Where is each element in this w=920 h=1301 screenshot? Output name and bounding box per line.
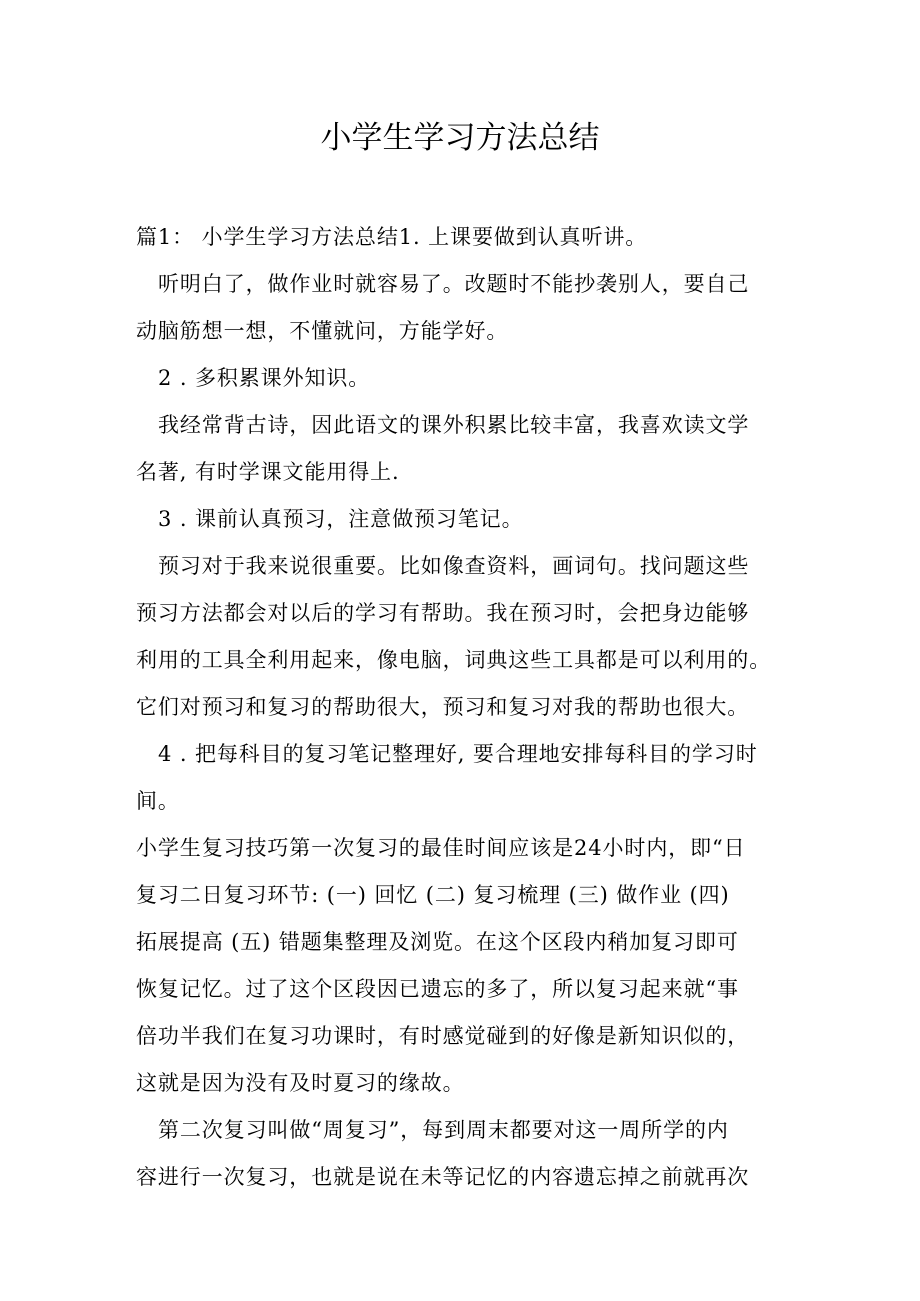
text-line: 小学生复习技巧第一次复习的最佳时间应该是24小时内，即“日 bbox=[136, 836, 746, 860]
text-line: 2 . 多积累课外知识。 bbox=[158, 366, 371, 390]
document-title: 小学生学习方法总结 bbox=[320, 120, 600, 156]
text-line: 容进行一次复习，也就是说在未等记忆的内容遗忘掉之前就再次 bbox=[136, 1165, 750, 1189]
text-line: 倍功半我们在复习功课时，有时感觉碰到的好像是新知识似的， bbox=[136, 1024, 750, 1048]
text-line: 4 . 把每科目的复习笔记整理好, 要合理地安排每科目的学习时 bbox=[158, 742, 758, 766]
document-body bbox=[136, 214, 796, 1201]
text-line: 预习对于我来说很重要。比如像查资料，画词句。找问题这些 bbox=[158, 554, 750, 578]
text-line: 恢复记忆。过了这个区段因已遗忘的多了，所以复习起来就“事 bbox=[136, 977, 739, 1001]
text-line: 3 . 课前认真预习，注意做预习笔记。 bbox=[158, 507, 524, 531]
text-line: 第二次复习叫做“周复习”，每到周末都要对这一周所学的内 bbox=[158, 1118, 729, 1142]
text-line: 它们对预习和复习的帮助很大，预习和复习对我的帮助也很大。 bbox=[136, 695, 750, 719]
text-line: 复习二日复习环节: (一) 回忆 (二) 复习梳理 (三) 做作业 (四) bbox=[136, 883, 730, 907]
text-line: 名著, 有时学课文能用得上. bbox=[136, 460, 400, 484]
text-line: 这就是因为没有及时夏习的缘故。 bbox=[136, 1071, 465, 1095]
text-line: 间。 bbox=[136, 789, 180, 813]
text-line: 拓展提高 (五) 错题集整理及浏览。在这个区段内稍加复习即可 bbox=[136, 930, 739, 954]
text-line: 我经常背古诗，因此语文的课外积累比较丰富，我喜欢读文学 bbox=[158, 413, 750, 437]
text-line: 听明白了，做作业时就容易了。改题时不能抄袭别人，要自己 bbox=[158, 272, 750, 296]
text-line: 预习方法都会对以后的学习有帮助。我在预习时，会把身边能够 bbox=[136, 601, 750, 625]
text-line: 篇1： 小学生学习方法总结1. 上课要做到认真听讲。 bbox=[136, 225, 648, 249]
text-line: 利用的工具全利用起来，像电脑，词典这些工具都是可以利用的。 bbox=[136, 648, 772, 672]
text-line: 动脑筋想一想，不懂就问，方能学好。 bbox=[136, 319, 509, 343]
